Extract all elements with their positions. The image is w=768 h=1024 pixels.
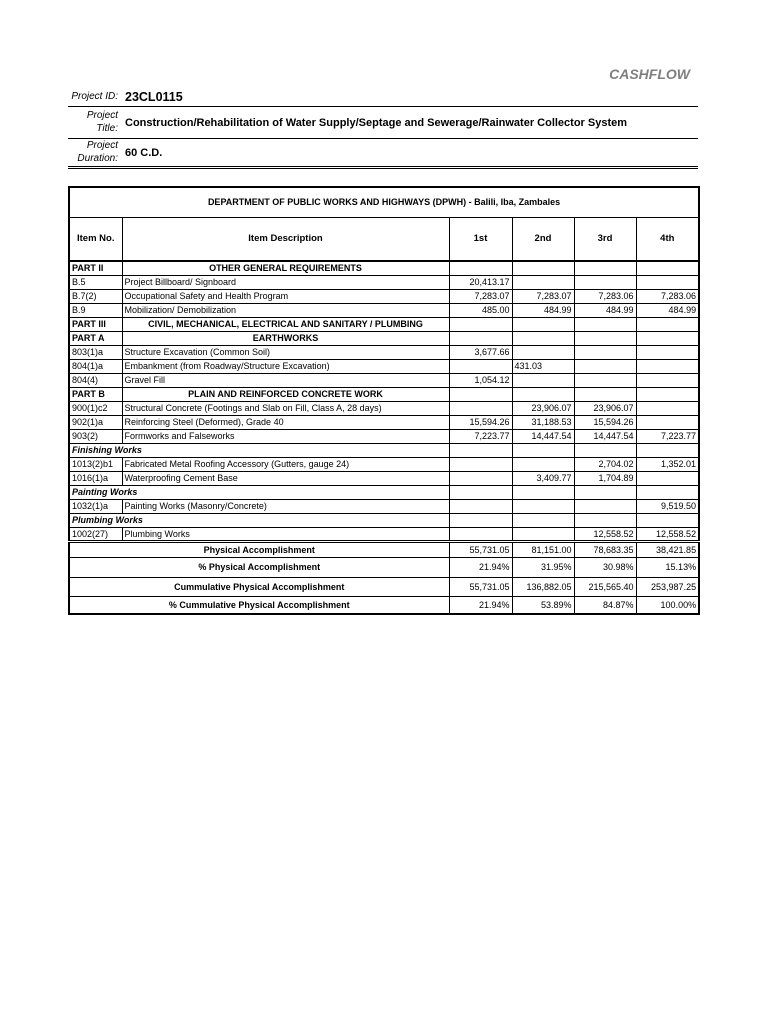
summary-value-1st: 21.94% bbox=[449, 596, 512, 614]
empty-cell bbox=[636, 317, 699, 331]
value-3rd: 7,283.06 bbox=[574, 289, 636, 303]
summary-value-4th: 100.00% bbox=[636, 596, 699, 614]
document-title: CASHFLOW bbox=[609, 66, 690, 82]
item-no-cell: 900(1)c2 bbox=[69, 401, 122, 415]
part-heading: CIVIL, MECHANICAL, ELECTRICAL AND SANITARY / PLUMBING bbox=[122, 317, 449, 331]
part-code: PART III bbox=[69, 317, 122, 331]
column-header-3rd: 3rd bbox=[574, 217, 636, 261]
summary-value-2nd: 136,882.05 bbox=[512, 577, 574, 596]
value-1st: 3,677.66 bbox=[449, 345, 512, 359]
part-heading: OTHER GENERAL REQUIREMENTS bbox=[122, 261, 449, 275]
empty-cell bbox=[512, 513, 574, 527]
table-row bbox=[69, 345, 699, 359]
project-title-label-line2: Title: bbox=[96, 123, 118, 134]
value-2nd: 7,283.07 bbox=[512, 289, 574, 303]
value-1st: 485.00 bbox=[449, 303, 512, 317]
value-4th bbox=[636, 415, 699, 429]
double-divider bbox=[68, 166, 698, 169]
value-3rd bbox=[574, 373, 636, 387]
description-cell: Painting Works (Masonry/Concrete) bbox=[122, 499, 449, 513]
value-2nd: 3,409.77 bbox=[512, 471, 574, 485]
value-4th bbox=[636, 275, 699, 289]
empty-cell bbox=[449, 317, 512, 331]
item-no-cell: 1002(27) bbox=[69, 527, 122, 541]
summary-row bbox=[69, 541, 699, 557]
description-cell: Reinforcing Steel (Deformed), Grade 40 bbox=[122, 415, 449, 429]
cashflow-table bbox=[68, 186, 700, 615]
description-cell: Mobilization/ Demobilization bbox=[122, 303, 449, 317]
value-2nd: 431.03 bbox=[512, 359, 574, 373]
description-cell: Project Billboard/ Signboard bbox=[122, 275, 449, 289]
summary-row bbox=[69, 557, 699, 577]
empty-cell bbox=[574, 513, 636, 527]
column-header-1st: 1st bbox=[449, 217, 512, 261]
project-duration-value: 60 C.D. bbox=[125, 147, 163, 159]
description-cell: Gravel Fill bbox=[122, 373, 449, 387]
summary-row bbox=[69, 577, 699, 596]
value-2nd: 14,447.54 bbox=[512, 429, 574, 443]
empty-cell bbox=[512, 331, 574, 345]
empty-cell bbox=[512, 261, 574, 275]
value-3rd: 484.99 bbox=[574, 303, 636, 317]
empty-cell bbox=[449, 261, 512, 275]
table-row bbox=[69, 303, 699, 317]
table-row bbox=[69, 275, 699, 289]
value-1st bbox=[449, 401, 512, 415]
value-1st: 20,413.17 bbox=[449, 275, 512, 289]
description-cell: Occupational Safety and Health Program bbox=[122, 289, 449, 303]
table-row bbox=[69, 457, 699, 471]
part-row bbox=[69, 331, 699, 345]
description-cell: Structural Concrete (Footings and Slab on Fill, Class A, 28 days) bbox=[122, 401, 449, 415]
value-4th: 7,283.06 bbox=[636, 289, 699, 303]
value-4th bbox=[636, 401, 699, 415]
value-1st bbox=[449, 499, 512, 513]
value-3rd: 15,594.26 bbox=[574, 415, 636, 429]
item-no-cell: 804(1)a bbox=[69, 359, 122, 373]
value-4th: 1,352.01 bbox=[636, 457, 699, 471]
value-4th bbox=[636, 373, 699, 387]
item-no-cell: 1013(2)b1 bbox=[69, 457, 122, 471]
value-4th bbox=[636, 359, 699, 373]
project-duration-label-line2: Duration: bbox=[77, 153, 118, 164]
divider bbox=[68, 138, 698, 139]
value-1st: 15,594.26 bbox=[449, 415, 512, 429]
empty-cell bbox=[512, 317, 574, 331]
value-1st bbox=[449, 359, 512, 373]
summary-label: % Physical Accomplishment bbox=[69, 557, 449, 577]
description-cell: Waterproofing Cement Base bbox=[122, 471, 449, 485]
summary-label: Physical Accomplishment bbox=[69, 541, 449, 557]
value-1st: 7,283.07 bbox=[449, 289, 512, 303]
project-duration-label-line1: Project bbox=[86, 140, 118, 151]
summary-row bbox=[69, 596, 699, 614]
value-3rd bbox=[574, 359, 636, 373]
column-header-2nd: 2nd bbox=[512, 217, 574, 261]
value-1st bbox=[449, 471, 512, 485]
project-id-value: 23CL0115 bbox=[125, 90, 183, 104]
summary-value-2nd: 81,151.00 bbox=[512, 541, 574, 557]
item-no-cell: 902(1)a bbox=[69, 415, 122, 429]
group-heading: Plumbing Works bbox=[69, 513, 449, 527]
summary-label: Cummulative Physical Accomplishment bbox=[69, 577, 449, 596]
table-row bbox=[69, 415, 699, 429]
value-3rd: 23,906.07 bbox=[574, 401, 636, 415]
agency-row bbox=[69, 187, 699, 217]
value-2nd: 23,906.07 bbox=[512, 401, 574, 415]
summary-value-1st: 55,731.05 bbox=[449, 541, 512, 557]
column-header-4th: 4th bbox=[636, 217, 699, 261]
part-code: PART A bbox=[69, 331, 122, 345]
empty-cell bbox=[512, 387, 574, 401]
part-row bbox=[69, 387, 699, 401]
empty-cell bbox=[636, 261, 699, 275]
project-title-value: Construction/Rehabilitation of Water Supply/Septage and Sewerage/Rainwater Collector System bbox=[125, 117, 628, 129]
table-row bbox=[69, 373, 699, 387]
value-4th bbox=[636, 345, 699, 359]
item-no-cell: 903(2) bbox=[69, 429, 122, 443]
item-no-cell: B.7(2) bbox=[69, 289, 122, 303]
summary-value-3rd: 84.87% bbox=[574, 596, 636, 614]
empty-cell bbox=[449, 331, 512, 345]
empty-cell bbox=[636, 387, 699, 401]
table-row bbox=[69, 429, 699, 443]
value-1st bbox=[449, 457, 512, 471]
empty-cell bbox=[574, 387, 636, 401]
table-row bbox=[69, 289, 699, 303]
value-2nd bbox=[512, 499, 574, 513]
summary-value-3rd: 215,565.40 bbox=[574, 577, 636, 596]
empty-cell bbox=[512, 485, 574, 499]
summary-value-1st: 55,731.05 bbox=[449, 577, 512, 596]
column-header-row bbox=[69, 217, 699, 261]
value-2nd bbox=[512, 457, 574, 471]
empty-cell bbox=[449, 387, 512, 401]
summary-value-2nd: 31.95% bbox=[512, 557, 574, 577]
group-row bbox=[69, 443, 699, 457]
empty-cell bbox=[512, 443, 574, 457]
value-1st: 1,054.12 bbox=[449, 373, 512, 387]
table-row bbox=[69, 471, 699, 485]
table-row bbox=[69, 527, 699, 541]
summary-value-3rd: 78,683.35 bbox=[574, 541, 636, 557]
value-3rd bbox=[574, 345, 636, 359]
table-row bbox=[69, 499, 699, 513]
summary-label: % Cummulative Physical Accomplishment bbox=[69, 596, 449, 614]
value-3rd: 1,704.89 bbox=[574, 471, 636, 485]
value-3rd: 12,558.52 bbox=[574, 527, 636, 541]
description-cell: Structure Excavation (Common Soil) bbox=[122, 345, 449, 359]
value-4th bbox=[636, 471, 699, 485]
empty-cell bbox=[574, 331, 636, 345]
value-4th: 12,558.52 bbox=[636, 527, 699, 541]
value-1st: 7,223.77 bbox=[449, 429, 512, 443]
summary-value-1st: 21.94% bbox=[449, 557, 512, 577]
value-4th: 9,519.50 bbox=[636, 499, 699, 513]
part-row bbox=[69, 261, 699, 275]
part-code: PART B bbox=[69, 387, 122, 401]
part-row bbox=[69, 317, 699, 331]
table-row bbox=[69, 401, 699, 415]
part-code: PART II bbox=[69, 261, 122, 275]
group-row bbox=[69, 485, 699, 499]
item-no-cell: B.5 bbox=[69, 275, 122, 289]
divider bbox=[68, 106, 698, 107]
empty-cell bbox=[449, 443, 512, 457]
value-3rd: 14,447.54 bbox=[574, 429, 636, 443]
value-4th: 484.99 bbox=[636, 303, 699, 317]
group-heading: Finishing Works bbox=[69, 443, 449, 457]
part-heading: EARTHWORKS bbox=[122, 331, 449, 345]
value-2nd bbox=[512, 527, 574, 541]
empty-cell bbox=[636, 485, 699, 499]
empty-cell bbox=[636, 443, 699, 457]
part-heading: PLAIN AND REINFORCED CONCRETE WORK bbox=[122, 387, 449, 401]
value-4th: 7,223.77 bbox=[636, 429, 699, 443]
table-row bbox=[69, 359, 699, 373]
project-title-label-line1: Project bbox=[86, 110, 118, 121]
empty-cell bbox=[636, 513, 699, 527]
value-3rd bbox=[574, 499, 636, 513]
item-no-cell: 1032(1)a bbox=[69, 499, 122, 513]
group-heading: Painting Works bbox=[69, 485, 449, 499]
description-cell: Plumbing Works bbox=[122, 527, 449, 541]
summary-value-3rd: 30.98% bbox=[574, 557, 636, 577]
item-no-cell: 1016(1)a bbox=[69, 471, 122, 485]
empty-cell bbox=[574, 261, 636, 275]
agency-heading: DEPARTMENT OF PUBLIC WORKS AND HIGHWAYS (DPWH) - Balili, Iba, Zambales bbox=[69, 187, 699, 217]
value-2nd: 31,188.53 bbox=[512, 415, 574, 429]
empty-cell bbox=[574, 317, 636, 331]
column-header-description: Item Description bbox=[122, 217, 449, 261]
column-header-item-no: Item No. bbox=[69, 217, 122, 261]
group-row bbox=[69, 513, 699, 527]
value-1st bbox=[449, 527, 512, 541]
description-cell: Formworks and Falseworks bbox=[122, 429, 449, 443]
empty-cell bbox=[636, 331, 699, 345]
summary-value-4th: 15.13% bbox=[636, 557, 699, 577]
value-2nd: 484.99 bbox=[512, 303, 574, 317]
empty-cell bbox=[449, 513, 512, 527]
value-2nd bbox=[512, 345, 574, 359]
value-2nd bbox=[512, 275, 574, 289]
value-2nd bbox=[512, 373, 574, 387]
item-no-cell: 803(1)a bbox=[69, 345, 122, 359]
project-id-label: Project ID: bbox=[71, 91, 118, 102]
value-3rd: 2,704.02 bbox=[574, 457, 636, 471]
item-no-cell: B.9 bbox=[69, 303, 122, 317]
summary-value-4th: 38,421.85 bbox=[636, 541, 699, 557]
empty-cell bbox=[449, 485, 512, 499]
summary-value-4th: 253,987.25 bbox=[636, 577, 699, 596]
item-no-cell: 804(4) bbox=[69, 373, 122, 387]
value-3rd bbox=[574, 275, 636, 289]
empty-cell bbox=[574, 443, 636, 457]
empty-cell bbox=[574, 485, 636, 499]
description-cell: Fabricated Metal Roofing Accessory (Gutters, gauge 24) bbox=[122, 457, 449, 471]
summary-value-2nd: 53.89% bbox=[512, 596, 574, 614]
description-cell: Embankment (from Roadway/Structure Excavation) bbox=[122, 359, 449, 373]
